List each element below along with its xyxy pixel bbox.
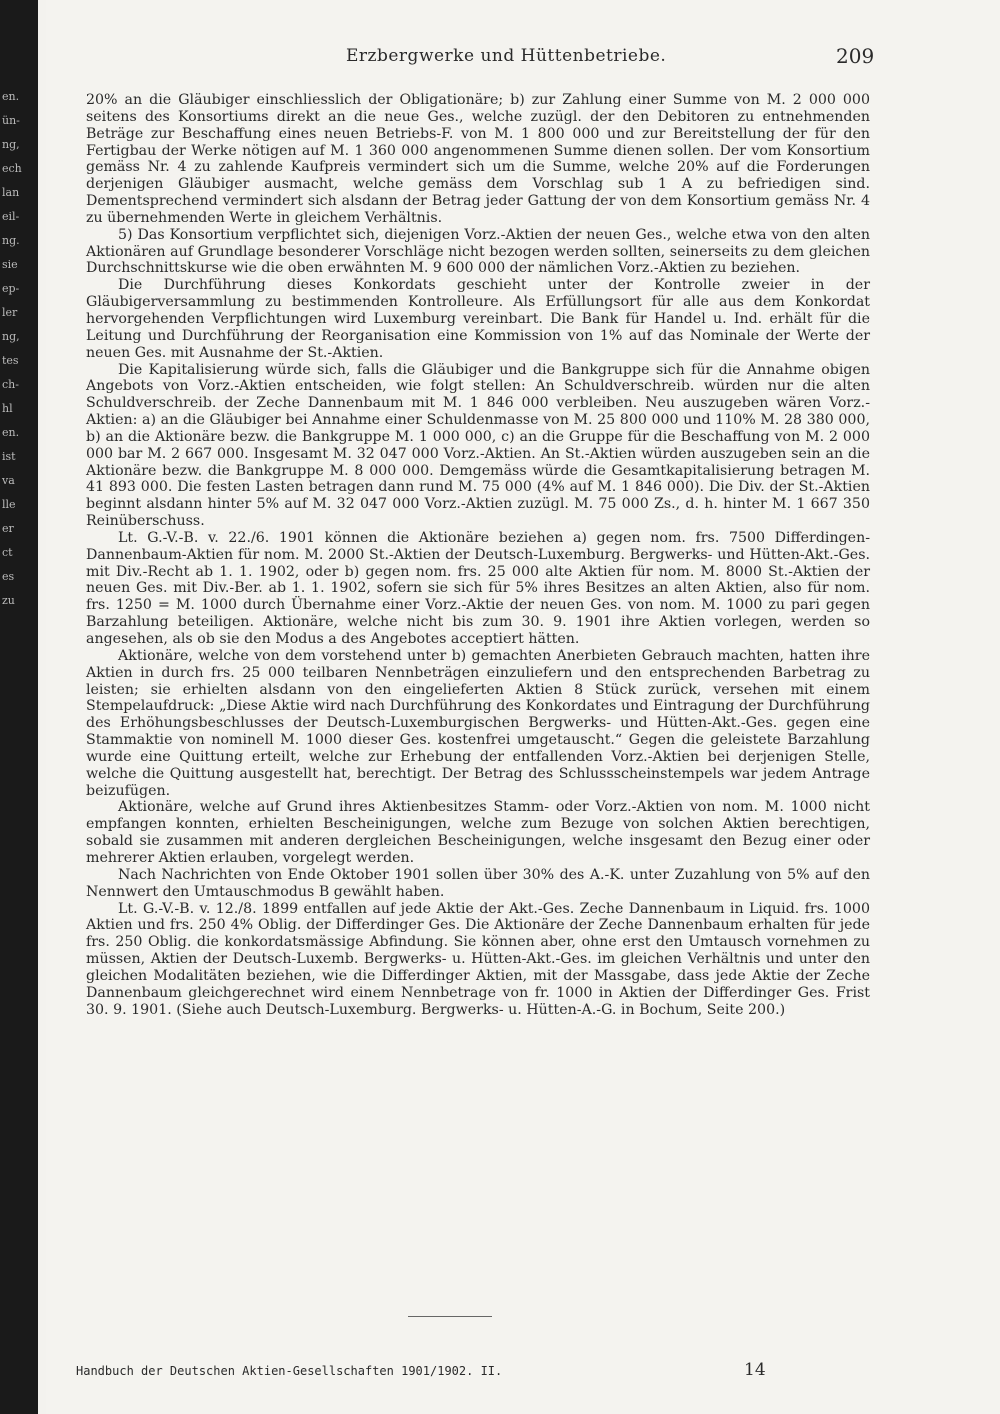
facing-page-fragment: ch- — [2, 378, 19, 391]
facing-page-fragment: tes — [2, 354, 19, 367]
paragraph-konkordat: Die Durchführung dieses Konkordats geschieht unter der Kontrolle zweier in der Gläubigerversammlung zu bestimmenden Kontrolleure. Als Erfüllungsort für alle aus dem Konkordat hervorgehenden Verpflichtungen wird Luxemburg vereinbart. Die Bank für Handel u. Ind. erhält für die Leitung und Durchführung der Reorganisation eine Kommission von 1% auf das Nominale der Werte der neuen Ges. mit Ausnahme der St.-Aktien. — [86, 277, 870, 361]
facing-page-fragment: er — [2, 522, 14, 535]
facing-page-fragment: va — [2, 474, 15, 487]
body-text — [86, 92, 870, 1018]
facing-page-fragment: eil- — [2, 210, 20, 223]
facing-page-fragment: ler — [2, 306, 18, 319]
facing-page-fragment: es — [2, 570, 15, 583]
facing-page-fragment: ech — [2, 162, 22, 175]
page-number: 209 — [836, 44, 875, 68]
facing-page-fragment: en. — [2, 90, 20, 103]
facing-page-fragment: ün- — [2, 114, 20, 127]
facing-page-fragment: hl — [2, 402, 13, 415]
facing-page-fragments — [0, 90, 40, 650]
facing-page-fragment: ер- — [2, 282, 20, 295]
sheet-signature: 14 — [744, 1360, 766, 1380]
paragraph-consortium: 5) Das Konsortium verpflichtet sich, diejenigen Vorz.-Aktien der neuen Ges., welche etwa von den alten Aktionären auf Grundlage besonderer Vorschläge nicht bezogen werden sollten, seinerseits zu dem gleichen Durchschnittskurse wie die oben erwähnten M. 9 600 000 der nämlichen Vorz.-Aktien zu beziehen. — [86, 226, 870, 277]
facing-page-fragment: en. — [2, 426, 20, 439]
facing-page-fragment: ng, — [2, 330, 20, 343]
paragraph-anerbieten: Aktionäre, welche von dem vorstehend unter b) gemachten Anerbieten Gebrauch machten, hatten ihre Aktien in durch frs. 25 000 teilbaren Nennbeträgen einzuliefern und den entsprechenden Barbetrag zu leisten; sie erhielten alsdann von den eingelieferten Aktien 8 Stück zurück, versehen mit einem Stempelaufdruck: „Diese Aktie wird nach Durchführung des Konkordates und Eintragung der Durchführung des Erhöhungsbeschlusses der Deutsch-Luxemburgischen Bergwerks- und Hütten-Akt.-Ges. gegen eine Stammaktie von nominell M. 1000 dieser Ges. kostenfrei umgetauscht.“ Gegen die geleistete Barzahlung wurde eine Quittung erteilt, welche zur Erhebung der entfallenden Vorz.-Aktien bei derjenigen Stelle, welche die Quittung ausgestellt hat, berechtigt. Der Betrag des Schlussscheinstempels war jedem Antrage beizufügen. — [86, 647, 870, 799]
facing-page-fragment: zu — [2, 594, 15, 607]
paragraph-bescheinigungen: Aktionäre, welche auf Grund ihres Aktienbesitzes Stamm- oder Vorz.-Aktien von nom. M. 1000 nicht empfangen konnten, erhielten Bescheinigungen, welche zum Bezuge von solchen Aktien berechtigen, sobald sie zusammen mit anderen dergleichen Bescheinigungen, welche insgesamt den Bezug einer oder mehrerer Aktien erlauben, vorgelegt werden. — [86, 799, 870, 866]
section-divider — [408, 1316, 492, 1317]
facing-page-fragment: lle — [2, 498, 16, 511]
document-page — [46, 0, 1000, 1414]
paragraph-gv-beschluss-1901: Lt. G.-V.-B. v. 22./6. 1901 können die Aktionäre beziehen a) gegen nom. frs. 7500 Differdingen-Dannenbaum-Aktien für nom. M. 2000 St.-Aktien der Deutsch-Luxemburg. Bergwerks- und Hütten-Akt.-Ges. mit Div.-Recht ab 1. 1. 1902, oder b) gegen nom. frs. 25 000 alte Aktien für nom. M. 8000 St.-Aktien der neuen Ges. mit Div.-Ber. ab 1. 1. 1902, sofern sie sich für 5% ihres Besitzes an alten Aktien, also für nom. frs. 1250 = M. 1000 durch Übernahme einer Vorz.-Aktie der neuen Ges. von nom. M. 1000 zu pari gegen Barzahlung beteiligen. Aktionäre, welche nicht bis zum 30. 9. 1901 ihre Aktien vorlegen, werden so angesehen, als ob sie den Modus a des Angebotes acceptiert hätten. — [86, 529, 870, 647]
running-title: Erzbergwerke und Hüttenbetriebe. — [346, 46, 667, 66]
facing-page-fragment: lan — [2, 186, 20, 199]
paragraph-nachrichten: Nach Nachrichten von Ende Oktober 1901 sollen über 30% des A.-K. unter Zuzahlung von 5% auf den Nennwert den Umtauschmodus B gewählt haben. — [86, 866, 870, 900]
publication-footer: Handbuch der Deutschen Aktien-Gesellschaften 1901/1902. II. — [76, 1364, 503, 1378]
paragraph-kapitalisierung: Die Kapitalisierung würde sich, falls die Gläubiger und die Bankgruppe sich für die Annahme obigen Angebots von Vorz.-Aktien entscheiden, wie folgt stellen: An Schuldverschreib. würden nur die alten Schuldverschreib. der Zeche Dannenbaum mit M. 1 846 000 verbleiben. Neu auszugeben wären Vorz.-Aktien: a) an die Gläubiger bei Annahme einer Schuldenmasse von M. 25 800 000 und 110% M. 28 380 000, b) an die Aktionäre bezw. die Bankgruppe M. 1 000 000, c) an die Gruppe für die Beschaffung von M. 2 000 000 bar M. 2 667 000. Insgesamt M. 32 047 000 Vorz.-Aktien. An St.-Aktien würden auszugeben sein an die Aktionäre bezw. die Bankgruppe M. 8 000 000. Demgemäss würde die Gesamtkapitalisierung betragen M. 41 893 000. Die festen Lasten betragen dann rund M. 75 000 (4% auf M. 1 846 000). Die Div. der St.-Aktien beginnt alsdann hinter 5% auf M. 32 047 000 Vorz.-Aktien zuzügl. M. 75 000 Zs., d. h. hinter M. 1 667 350 Reinüberschuss. — [86, 361, 870, 530]
paragraph-gv-beschluss-1899: Lt. G.-V.-B. v. 12./8. 1899 entfallen auf jede Aktie der Akt.-Ges. Zeche Dannenbaum in Liquid. frs. 1000 Aktien und frs. 250 4% Oblig. der Differdinger Ges. Die Aktionäre der Zeche Dannenbaum erhalten für jede frs. 250 Oblig. die konkordatsmässige Abfindung. Sie können aber, ohne erst den Umtausch vornehmen zu müssen, Aktien der Deutsch-Luxemb. Bergwerks- u. Hütten-Akt.-Ges. im gleichen Verhältnis und unter den gleichen Modalitäten beziehen, wie die Differdinger Aktien, mit der Massgabe, dass jede Aktie der Zeche Dannenbaum gleichgerechnet wird einem Nennbetrage von fr. 1000 in Aktien der Differdinger Ges. Frist 30. 9. 1901. (Siehe auch Deutsch-Luxemburg. Bergwerks- u. Hütten-A.-G. in Bochum, Seite 200.) — [86, 900, 870, 1018]
paragraph-continuation: 20% an die Gläubiger einschliesslich der Obligationäre; b) zur Zahlung einer Summe von M. 2 000 000 seitens des Konsortiums direkt an die neue Ges., welche zuzügl. der den Debitoren zu entnehmenden Beträge zur Beschaffung eines neuen Betriebs-F. von M. 1 800 000 und zur Bereitstellung der für den Fertigbau der Werke nötigen auf M. 1 360 000 angenommenen Summe dienen sollen. Der vom Konsortium gemäss Nr. 4 zu zahlende Kaufpreis vermindert sich um die Summe, welche 20% auf die Forderungen derjenigen Gläubiger ausmacht, welche gemäss dem Vorschlag sub 1 A zu befriedigen sind. Dementsprechend vermindert sich alsdann der Betrag jeder Gattung der von dem Konsortium gemäss Nr. 4 zu übernehmenden Werte in gleichem Verhältnis. — [86, 92, 870, 226]
facing-page-fragment: ng. — [2, 234, 20, 247]
facing-page-fragment: ng, — [2, 138, 20, 151]
facing-page-fragment: ist — [2, 450, 16, 463]
facing-page-fragment: ct — [2, 546, 13, 559]
facing-page-fragment: sie — [2, 258, 18, 271]
